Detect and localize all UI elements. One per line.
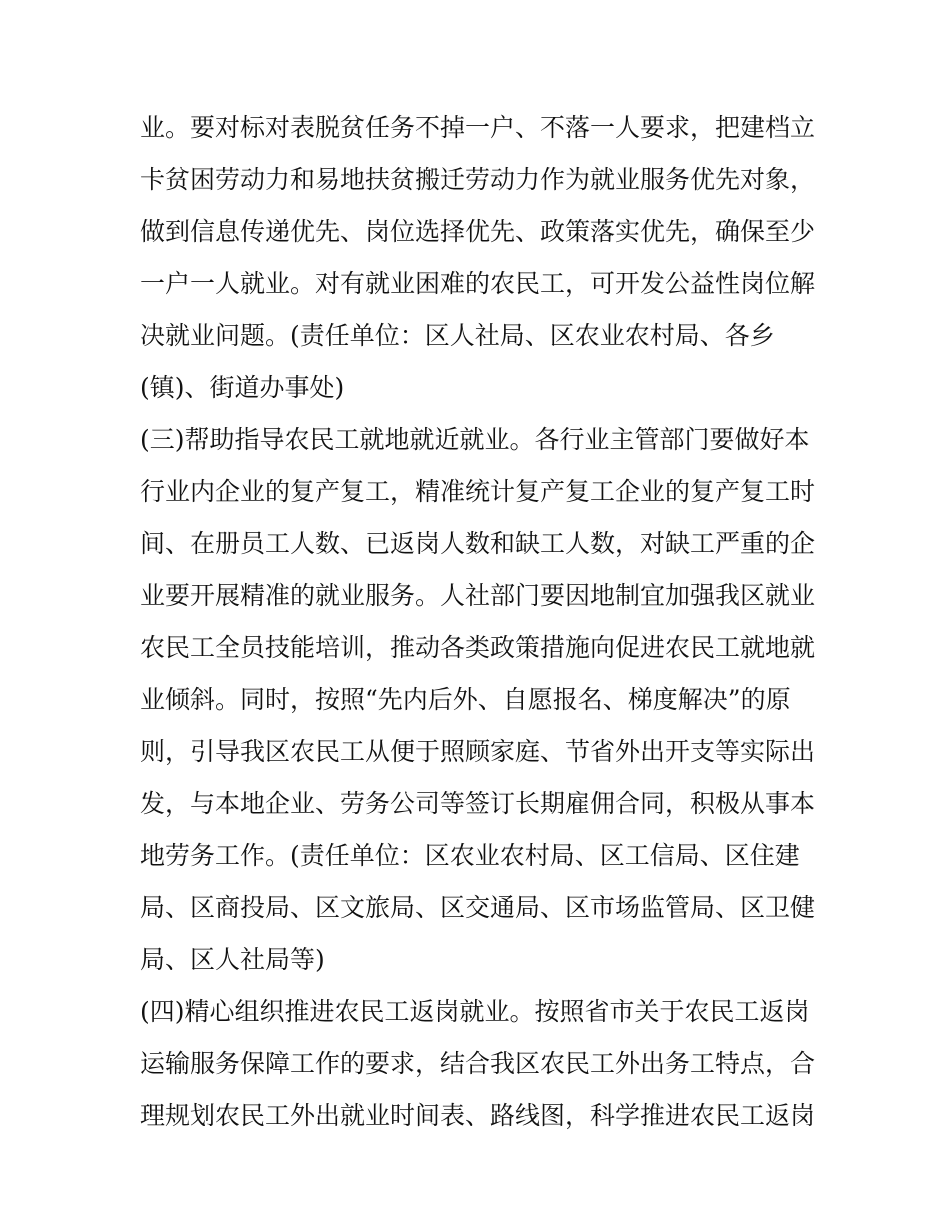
- text-line: 农民工全员技能培训，推动各类政策措施向促进农民工就地就: [140, 633, 816, 662]
- text-line: 局、区商投局、区文旅局、区交通局、区市场监管局、区卫健: [140, 893, 816, 922]
- text-line: 局、区人社局等): [140, 945, 325, 974]
- text-line: 理规划农民工外出就业时间表、路线图，科学推进农民工返岗: [140, 1101, 816, 1130]
- text-line: 地劳务工作。(责任单位：区农业农村局、区工信局、区住建: [140, 841, 800, 870]
- text-line: 间、在册员工人数、已返岗人数和缺工人数，对缺工严重的企: [140, 529, 816, 558]
- text-line: 决就业问题。(责任单位：区人社局、区农业农村局、各乡: [140, 321, 775, 350]
- section-heading-line: (三)帮助指导农民工就地就近就业。各行业主管部门要做好本: [140, 425, 810, 454]
- section-heading-line: (四)精心组织推进农民工返岗就业。按照省市关于农民工返岗: [140, 997, 810, 1026]
- text-line: 发，与本地企业、劳务公司等签订长期雇佣合同，积极从事本: [140, 789, 816, 818]
- text-line: 业要开展精准的就业服务。人社部门要因地制宜加强我区就业: [140, 581, 816, 610]
- text-line: 行业内企业的复产复工，精准统计复产复工企业的复产复工时: [140, 477, 816, 506]
- text-line: (镇)、街道办事处): [140, 373, 345, 402]
- text-line: 做到信息传递优先、岗位选择优先、政策落实优先，确保至少: [140, 217, 816, 246]
- text-line: 一户一人就业。对有就业困难的农民工，可开发公益性岗位解: [140, 269, 816, 298]
- text-line: 业。要对标对表脱贫任务不掉一户、不落一人要求，把建档立: [140, 113, 816, 142]
- text-line: 业倾斜。同时，按照“先内后外、自愿报名、梯度解决”的原: [140, 685, 791, 714]
- text-line: 则，引导我区农民工从便于照顾家庭、节省外出开支等实际出: [140, 737, 816, 766]
- text-line: 卡贫困劳动力和易地扶贫搬迁劳动力作为就业服务优先对象，: [140, 165, 816, 194]
- text-line: 运输服务保障工作的要求，结合我区农民工外出务工特点，合: [140, 1049, 816, 1078]
- body-text: [140, 102, 820, 1142]
